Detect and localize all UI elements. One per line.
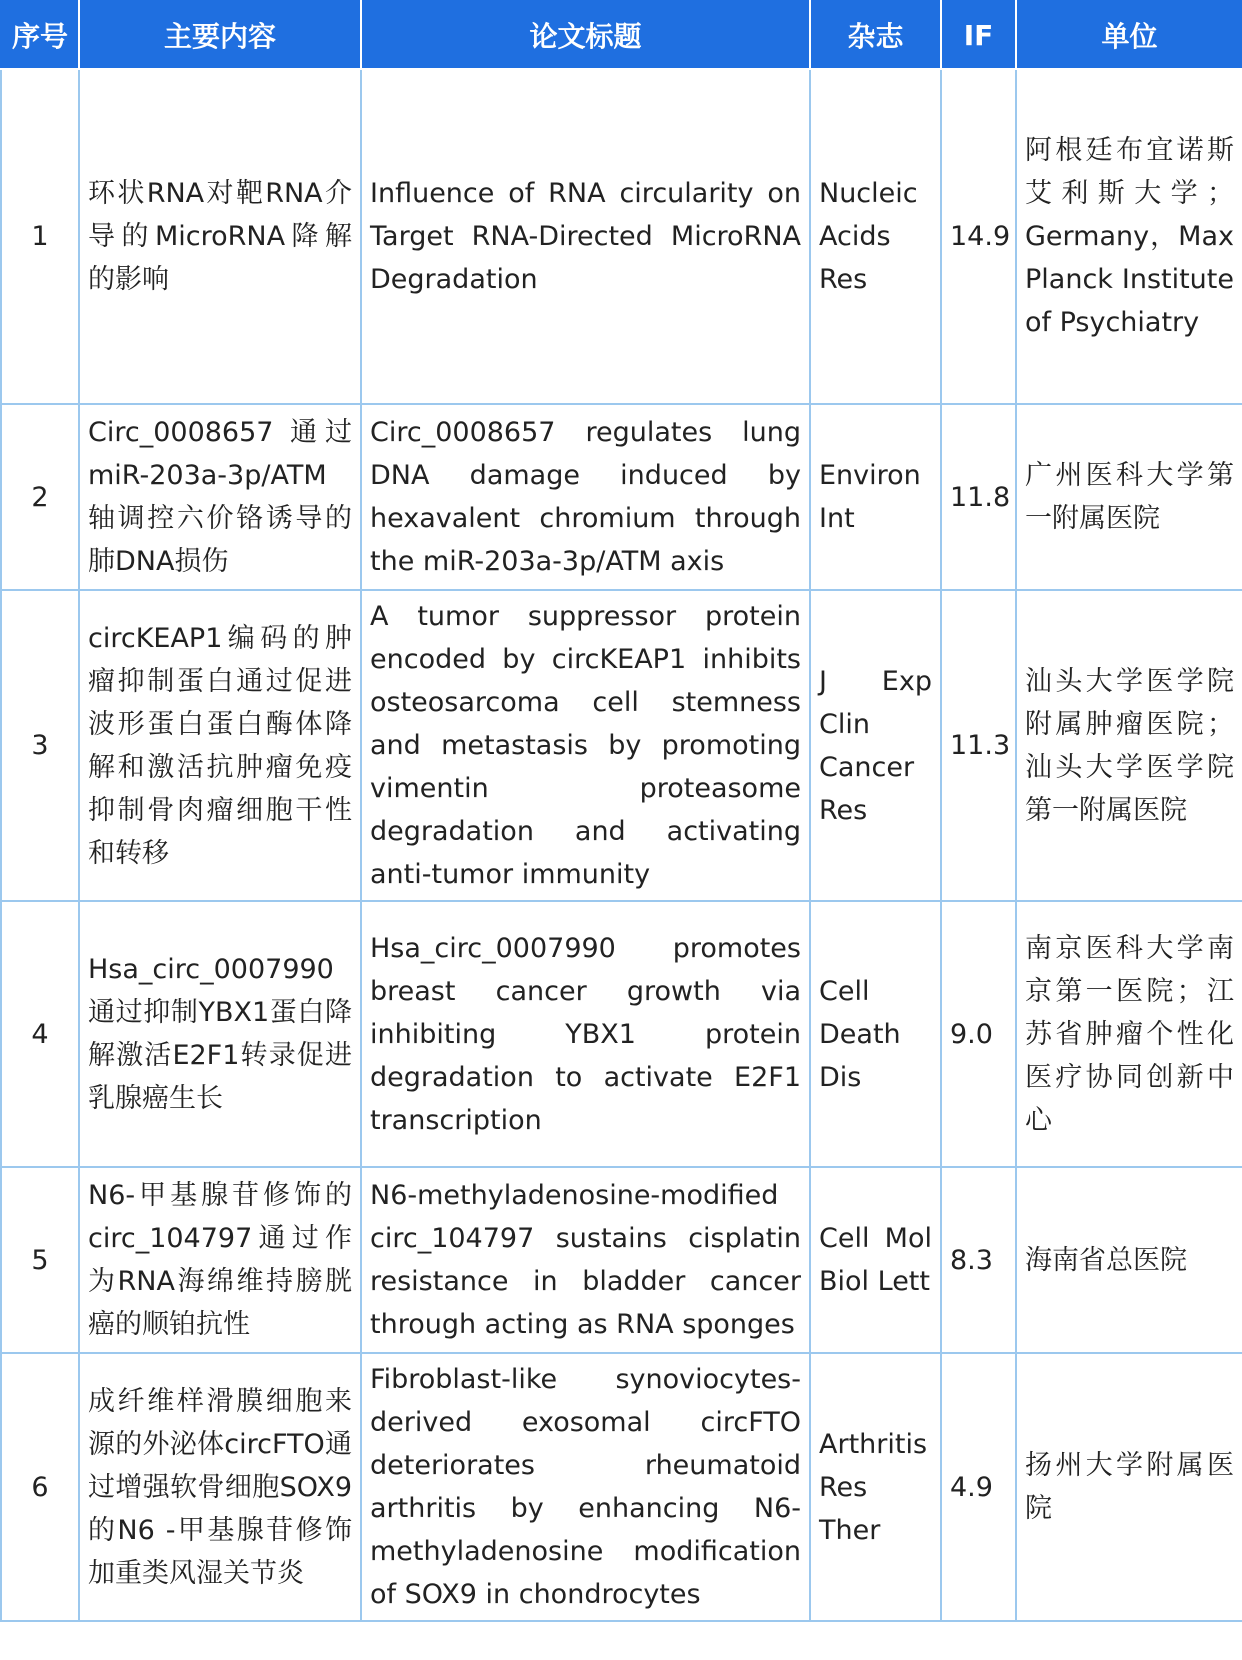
cell-title: A tumor suppressor protein encoded by circKEAP1 inhibits osteosarcoma cell stemness and metastasis by promoting vimentin proteasome degradation and activating anti-tumor immunity xyxy=(361,590,810,901)
header-unit: 单位 xyxy=(1016,1,1242,69)
cell-index: 3 xyxy=(1,590,79,901)
cell-index: 6 xyxy=(1,1353,79,1621)
cell-if: 9.0 xyxy=(941,901,1016,1167)
cell-if: 4.9 xyxy=(941,1353,1016,1621)
cell-index: 5 xyxy=(1,1167,79,1353)
table-row xyxy=(1,1353,1242,1621)
cell-journal: Arthritis Res Ther xyxy=(810,1353,941,1621)
cell-content: 环状RNA对靶RNA介导的MicroRNA降解的影响 xyxy=(79,69,361,404)
header-content: 主要内容 xyxy=(79,1,361,69)
table-row xyxy=(1,901,1242,1167)
cell-journal: Cell Death Dis xyxy=(810,901,941,1167)
table-row xyxy=(1,590,1242,901)
cell-unit: 海南省总医院 xyxy=(1016,1167,1242,1353)
table-row xyxy=(1,69,1242,404)
cell-if: 11.3 xyxy=(941,590,1016,901)
cell-unit: 扬州大学附属医院 xyxy=(1016,1353,1242,1621)
cell-unit: 广州医科大学第一附属医院 xyxy=(1016,404,1242,590)
header-index: 序号 xyxy=(1,1,79,69)
cell-unit: 汕头大学医学院附属肿瘤医院；汕头大学医学院第一附属医院 xyxy=(1016,590,1242,901)
cell-title: Hsa_circ_0007990 promotes breast cancer growth via inhibiting YBX1 protein degradation to activate E2F1 transcription xyxy=(361,901,810,1167)
cell-content: N6-甲基腺苷修饰的circ_104797通过作为RNA海绵维持膀胱癌的顺铂抗性 xyxy=(79,1167,361,1353)
cell-title: Fibroblast-like synoviocytes-derived exosomal circFTO deteriorates rheumatoid arthritis by enhancing N6-methyladenosine modification of SOX9 in chondrocytes xyxy=(361,1353,810,1621)
cell-unit: 阿根廷布宜诺斯艾利斯大学；Germany，Max Planck Institute of Psychiatry xyxy=(1016,69,1242,404)
cell-journal: Nucleic Acids Res xyxy=(810,69,941,404)
cell-index: 4 xyxy=(1,901,79,1167)
header-row xyxy=(1,1,1242,69)
header-title: 论文标题 xyxy=(361,1,810,69)
cell-index: 1 xyxy=(1,69,79,404)
cell-journal: J Exp Clin Cancer Res xyxy=(810,590,941,901)
cell-title: N6-methyladenosine-modified circ_104797 sustains cisplatin resistance in bladder cancer through acting as RNA sponges xyxy=(361,1167,810,1353)
cell-content: Hsa_circ_0007990通过抑制YBX1蛋白降解激活E2F1转录促进乳腺癌生长 xyxy=(79,901,361,1167)
cell-content: Circ_0008657 通过miR-203a-3p/ATM轴调控六价铬诱导的肺DNA损伤 xyxy=(79,404,361,590)
table-row xyxy=(1,404,1242,590)
table-row xyxy=(1,1167,1242,1353)
cell-title: Circ_0008657 regulates lung DNA damage induced by hexavalent chromium through the miR-203a-3p/ATM axis xyxy=(361,404,810,590)
cell-if: 8.3 xyxy=(941,1167,1016,1353)
cell-journal: Environ Int xyxy=(810,404,941,590)
cell-content: circKEAP1编码的肿瘤抑制蛋白通过促进波形蛋白蛋白酶体降解和激活抗肿瘤免疫抑制骨肉瘤细胞干性和转移 xyxy=(79,590,361,901)
cell-if: 11.8 xyxy=(941,404,1016,590)
cell-if: 14.9 xyxy=(941,69,1016,404)
cell-content: 成纤维样滑膜细胞来源的外泌体circFTO通过增强软骨细胞SOX9的N6 -甲基腺苷修饰加重类风湿关节炎 xyxy=(79,1353,361,1621)
cell-index: 2 xyxy=(1,404,79,590)
cell-journal: Cell Mol Biol Lett xyxy=(810,1167,941,1353)
cell-title: Influence of RNA circularity on Target RNA-Directed MicroRNA Degradation xyxy=(361,69,810,404)
cell-unit: 南京医科大学南京第一医院；江苏省肿瘤个性化医疗协同创新中心 xyxy=(1016,901,1242,1167)
header-if: IF xyxy=(941,1,1016,69)
header-journal: 杂志 xyxy=(810,1,941,69)
